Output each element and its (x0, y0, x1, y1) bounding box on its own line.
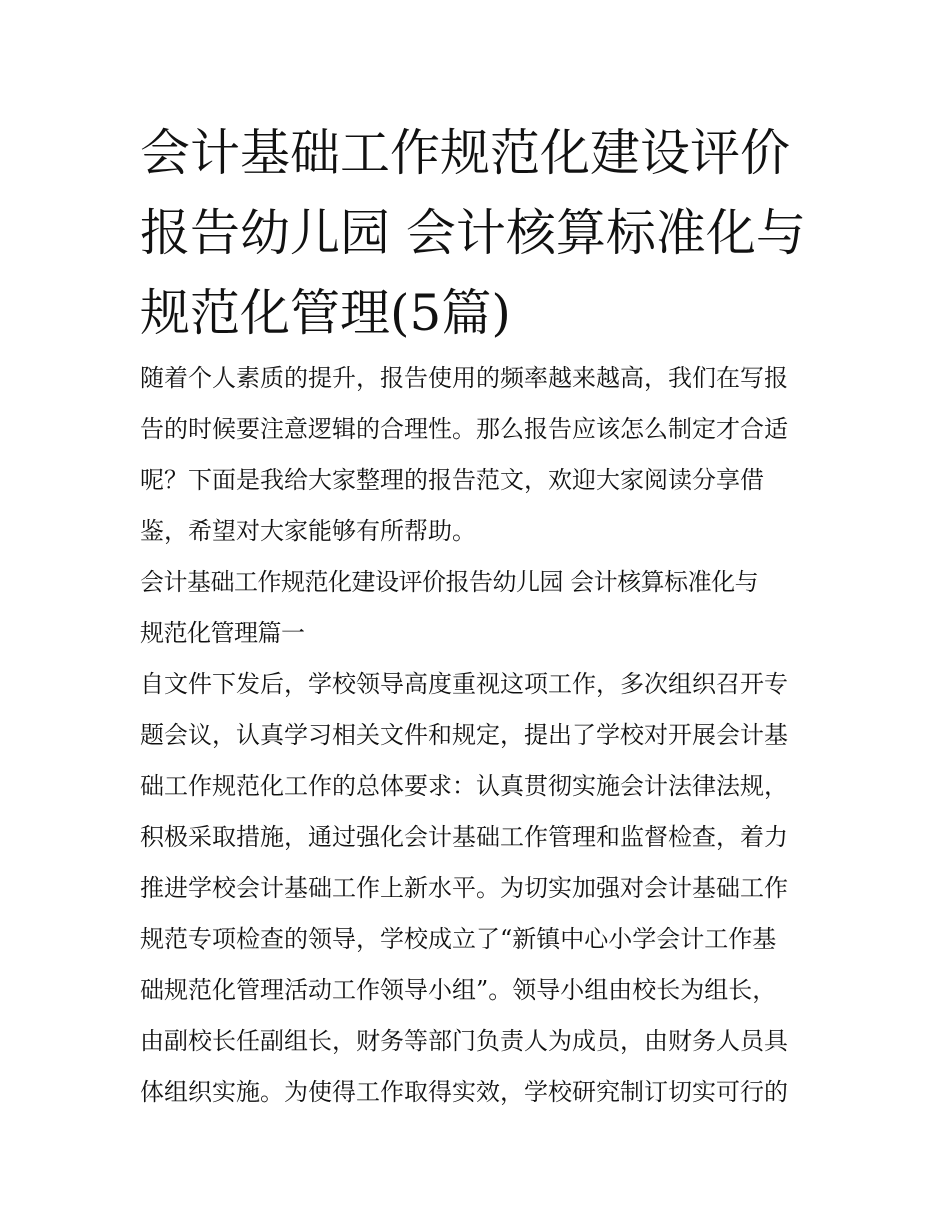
text-line: 础规范化管理活动工作领导小组”。领导小组由校长为组长， (140, 976, 777, 1004)
document-body (140, 353, 820, 1118)
title-line: 会计基础工作规范化建设评价 (140, 124, 790, 182)
title-line: 报告幼儿园 会计核算标准化与 (140, 204, 806, 262)
text-line: 推进学校会计基础工作上新水平。为切实加强对会计基础工作 (140, 874, 788, 902)
heading-line: 会计基础工作规范化建设评价报告幼儿园 会计核算标准化与 (140, 568, 759, 596)
text-line: 鉴，希望对大家能够有所帮助。 (140, 517, 476, 545)
intro-paragraph (140, 353, 820, 557)
text-line: 规范专项检查的领导，学校成立了“新镇中心小学会计工作基 (140, 925, 777, 953)
text-line: 础工作规范化工作的总体要求：认真贯彻实施会计法律法规， (140, 772, 788, 800)
heading-line: 规范化管理篇一 (140, 619, 305, 647)
text-line: 告的时候要注意逻辑的合理性。那么报告应该怎么制定才合适 (140, 415, 788, 443)
text-line: 体组织实施。为使得工作取得实效，学校研究制订切实可行的 (140, 1078, 788, 1106)
text-line: 随着个人素质的提升，报告使用的频率越来越高，我们在写报 (140, 364, 788, 392)
text-line: 由副校长任副组长，财务等部门负责人为成员，由财务人员具 (140, 1027, 788, 1055)
body-paragraph (140, 659, 820, 1118)
title-line: 规范化管理(5篇) (140, 284, 511, 342)
section-heading (140, 557, 820, 659)
text-line: 呢？下面是我给大家整理的报告范文，欢迎大家阅读分享借 (140, 466, 764, 494)
text-line: 题会议，认真学习相关文件和规定，提出了学校对开展会计基 (140, 721, 788, 749)
document-title (140, 113, 820, 353)
text-line: 自文件下发后，学校领导高度重视这项工作，多次组织召开专 (140, 670, 788, 698)
text-line: 积极采取措施，通过强化会计基础工作管理和监督检查，着力 (140, 823, 788, 851)
